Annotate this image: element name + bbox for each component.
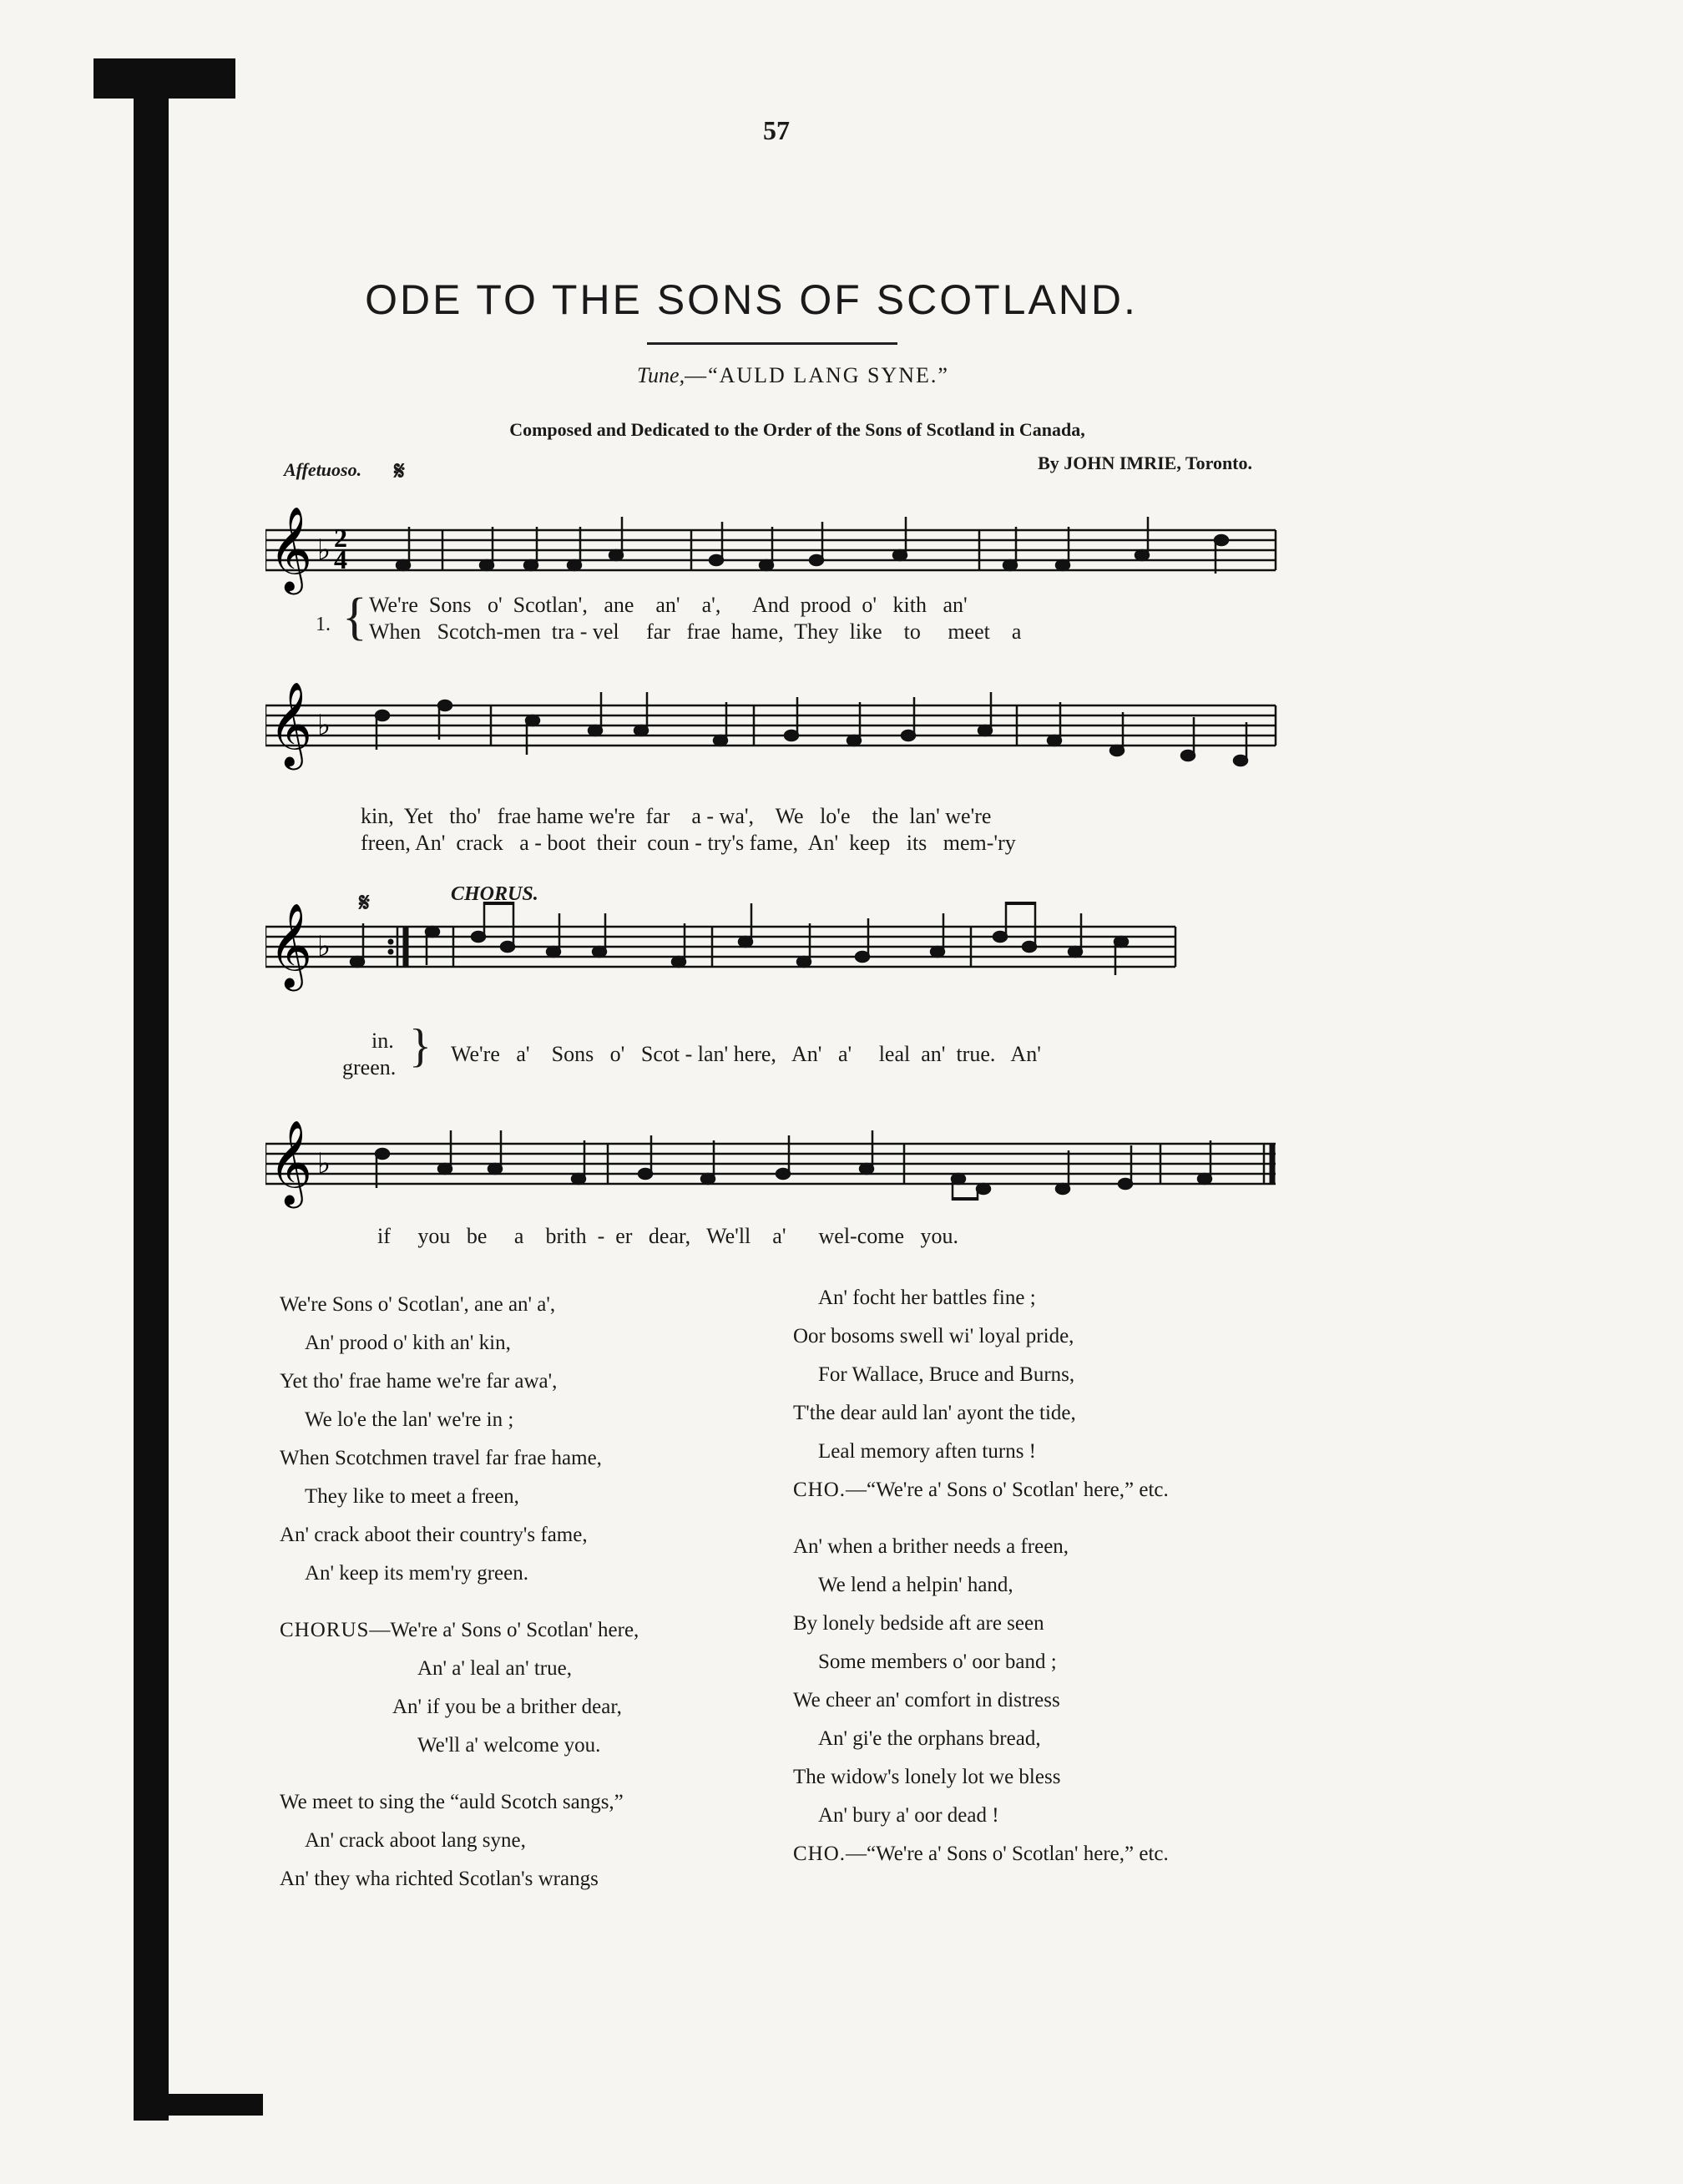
poem-line-text: An' prood o' kith an' kin, (305, 1332, 511, 1354)
svg-text:𝄞: 𝄞 (269, 680, 313, 766)
lyrics-system1-line1: We're Sons o' Scotlan', ane an' a', And prood o' kith an' (369, 593, 968, 617)
poem-line-text: Some members o' oor band ; (818, 1651, 1057, 1673)
music-staff-2 (265, 668, 1280, 801)
poem-line (280, 1401, 781, 1439)
lyrics-system1-line2: When Scotch-men tra - vel far frae hame, They like to meet a (369, 619, 1022, 644)
poem-line (280, 1439, 781, 1478)
segno-sign: 𝄋 (394, 458, 405, 485)
poem-line-text: —“We're a' Sons o' Scotlan' here,” etc. (846, 1843, 1169, 1865)
poem-line (280, 1822, 781, 1860)
lyrics-system2-line2: freen, An' crack a - boot their coun - try's fame, An' keep its mem-'ry (361, 831, 1016, 855)
verse-number: 1. (316, 614, 331, 635)
svg-text:2: 2 (334, 523, 347, 553)
chorus-marker: CHO. (793, 1843, 847, 1865)
poem-line (793, 1356, 1327, 1394)
poem-line (280, 1726, 781, 1765)
tune-label: Tune, (637, 363, 685, 387)
poem-line-text: Oor bosoms swell wi' loyal pride, (793, 1325, 1074, 1347)
poem-line-text: An' focht her battles fine ; (818, 1287, 1036, 1309)
music-staff-3 (265, 902, 1280, 1035)
poem-line-text: An' crack aboot lang syne, (305, 1829, 526, 1852)
poem-line (280, 1611, 781, 1650)
poem-line-text: An' gi'e the orphans bread, (818, 1727, 1041, 1750)
poem-left-column (280, 1286, 781, 1898)
segno-sign-chorus: 𝄋 (359, 889, 370, 917)
page-number: 57 (763, 115, 790, 145)
poem-line-text: They like to meet a freen, (305, 1485, 519, 1508)
lyrics-system3-end1: in. (371, 1029, 394, 1053)
poem-line (280, 1286, 781, 1324)
binding-strip-bottom (154, 2094, 263, 2116)
stanza-gap (280, 1765, 781, 1783)
svg-text:𝄞: 𝄞 (269, 902, 313, 988)
poem-line (793, 1528, 1327, 1566)
svg-text:♭: ♭ (317, 930, 331, 963)
poem-line-text: An' bury a' oor dead ! (818, 1804, 999, 1827)
poem-line-text: By lonely bedside aft are seen (793, 1612, 1044, 1635)
svg-text:𝄞: 𝄞 (269, 505, 313, 591)
svg-text:♭: ♭ (317, 1147, 331, 1180)
lyrics-system2-line1: kin, Yet tho' frae hame we're far a - wa', We lo'e the lan' we're (361, 804, 992, 828)
poem-line-text: An' keep its mem'ry green. (305, 1562, 528, 1585)
music-staff-4 (265, 1102, 1280, 1236)
tempo-marking: Affetuoso. (284, 459, 362, 480)
poem-line-text: We're Sons o' Scotlan', ane an' a', (280, 1293, 556, 1316)
poem-line-text: An' if you be a brither dear, (392, 1696, 622, 1718)
lyrics-chorus-line1: We're a' Sons o' Scot - lan' here, An' a' leal an' true. An' (451, 1042, 1041, 1066)
poem-line-text: We'll a' welcome you. (417, 1734, 601, 1757)
poem-line-text: We cheer an' comfort in distress (793, 1689, 1060, 1711)
verse-brace: { (342, 589, 367, 645)
poem-line (793, 1605, 1327, 1643)
chorus-label: CHORUS. (451, 883, 538, 905)
poem-line (280, 1516, 781, 1555)
poem-line (280, 1555, 781, 1593)
poem-line (793, 1797, 1327, 1835)
svg-text:4: 4 (334, 544, 347, 574)
svg-text:♭: ♭ (317, 709, 331, 742)
composer-credit: By JOHN IMRIE, Toronto. (1038, 452, 1252, 473)
poem-line (280, 1324, 781, 1362)
stanza-gap (793, 1509, 1327, 1528)
dedication: Composed and Dedicated to the Order of the Sons of Scotland in Canada, (509, 419, 1085, 440)
chorus-marker: CHORUS (280, 1619, 370, 1641)
poem-line-text: Leal memory aften turns ! (818, 1440, 1037, 1463)
poem-right-column (793, 1279, 1327, 1873)
poem-line (280, 1650, 781, 1688)
stanza-gap (280, 1593, 781, 1611)
poem-line (280, 1860, 781, 1898)
poem-line-text: An' when a brither needs a freen, (793, 1535, 1069, 1558)
poem-line-text: We lend a helpin' hand, (818, 1574, 1013, 1596)
poem-line-text: An' a' leal an' true, (417, 1657, 572, 1680)
poem-line (793, 1394, 1327, 1433)
tune-line (501, 363, 1085, 388)
poem-line (793, 1279, 1327, 1317)
poem-line (793, 1643, 1327, 1681)
poem-line-text: We meet to sing the “auld Scotch sangs,” (280, 1791, 624, 1813)
poem-line-text: For Wallace, Bruce and Burns, (818, 1363, 1075, 1386)
poem-line-text: T'the dear auld lan' ayont the tide, (793, 1402, 1076, 1424)
poem-line (793, 1720, 1327, 1758)
poem-line (280, 1783, 781, 1822)
poem-line-text: We lo'e the lan' we're in ; (305, 1408, 514, 1431)
poem-line-text: The widow's lonely lot we bless (793, 1766, 1061, 1788)
poem-line-text: Yet tho' frae hame we're far awa', (280, 1370, 558, 1393)
svg-text:𝄞: 𝄞 (269, 1119, 313, 1205)
poem-line (280, 1478, 781, 1516)
poem-line (793, 1471, 1327, 1509)
poem-line (280, 1362, 781, 1401)
svg-text:♭: ♭ (317, 533, 331, 567)
poem-line-text: —We're a' Sons o' Scotlan' here, (369, 1619, 639, 1641)
page-title: ODE TO THE SONS OF SCOTLAND. (365, 276, 1138, 323)
poem-line (280, 1688, 781, 1726)
poem-line (793, 1433, 1327, 1471)
binding-strip (134, 75, 169, 2121)
poem-line-text: An' crack aboot their country's fame, (280, 1524, 588, 1546)
poem-line-text: —“We're a' Sons o' Scotlan' here,” etc. (846, 1479, 1169, 1501)
poem-line-text: An' they wha richted Scotlan's wrangs (280, 1868, 599, 1890)
poem-line-text: When Scotchmen travel far frae hame, (280, 1447, 602, 1469)
tune-name: —“AULD LANG SYNE.” (685, 363, 949, 387)
poem-line (793, 1317, 1327, 1356)
lyrics-system4-line1: if you be a brith - er dear, We'll a' wel-come you. (377, 1224, 959, 1248)
title-underline (647, 342, 897, 345)
poem-line (793, 1566, 1327, 1605)
chorus-brace: { (409, 1020, 432, 1072)
chorus-marker: CHO. (793, 1479, 847, 1501)
poem-line (793, 1835, 1327, 1873)
poem-line (793, 1681, 1327, 1720)
lyrics-system3-end2: green. (342, 1055, 397, 1079)
poem-line (793, 1758, 1327, 1797)
